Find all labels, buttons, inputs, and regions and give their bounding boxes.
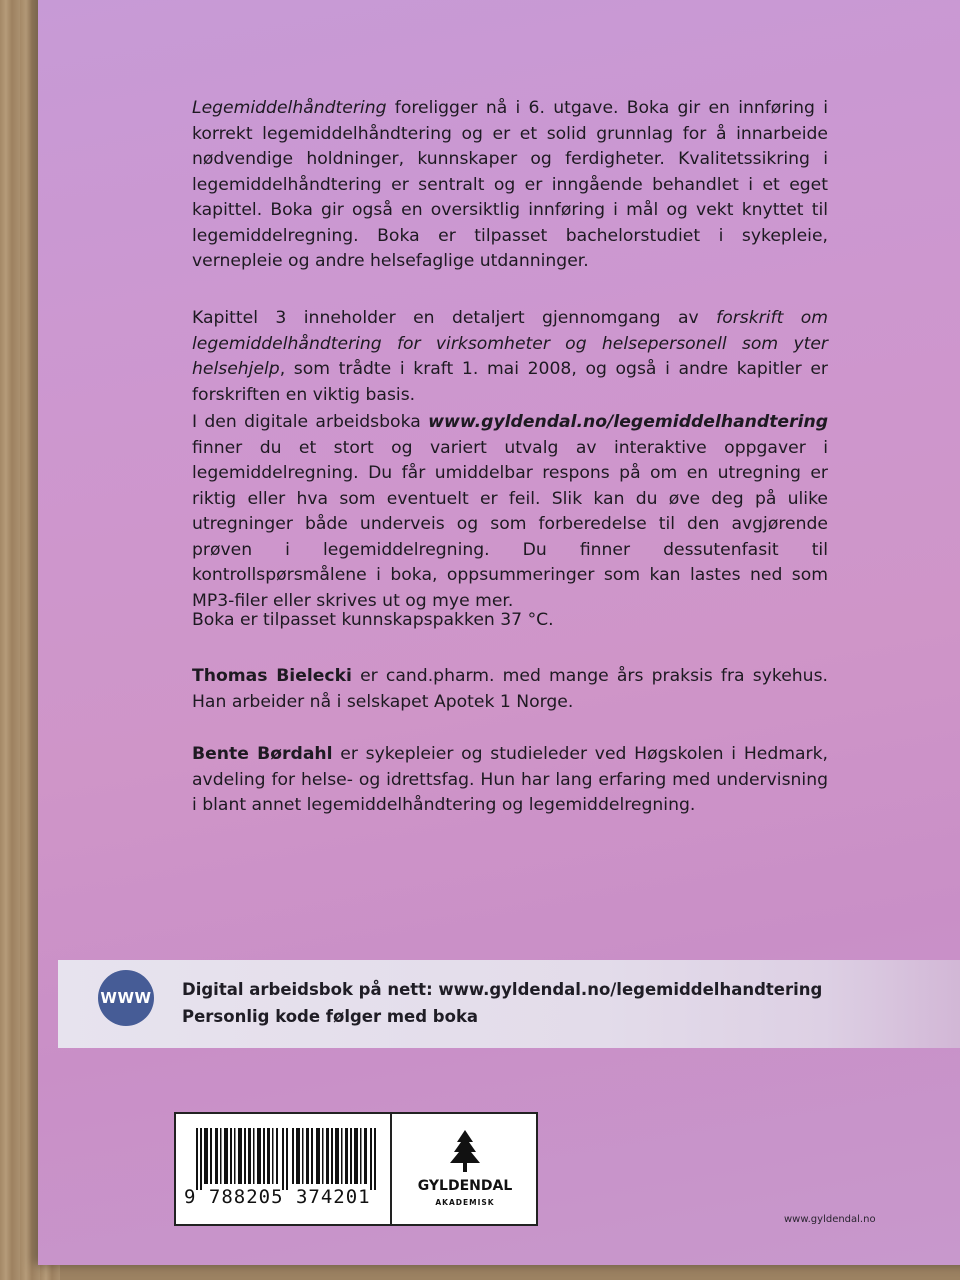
digital-workbook-band <box>58 960 960 1048</box>
isbn-number: 9 788205 374201 <box>184 1186 371 1208</box>
description-paragraph-3 <box>192 410 828 614</box>
personal-code-line: Personlig kode følger med boka <box>182 1007 479 1026</box>
workbook-url: www.gyldendal.no/legemiddelhandtering <box>428 412 828 432</box>
spruce-tree-icon <box>446 1130 484 1176</box>
paragraph-2-text-before: Kapittel 3 inneholder en detaljert gjennomgang av <box>192 308 717 328</box>
description-paragraph-2 <box>192 306 828 408</box>
paragraph-3-text-before: I den digitale arbeidsboka <box>192 412 429 432</box>
barcode-divider <box>390 1114 392 1224</box>
author-bio-2 <box>192 742 828 819</box>
paragraph-3-text-after: finner du et stort og variert utvalg av interaktive oppgaver i legemiddelregning. Du får umiddelbar respons på om en utregning er riktig eller hva som eventuelt er feil. Slik kan du øve deg på ulike utregninger både underveis og som forberedelse til den avgjørende prøven i legemiddelregning. Du finner dessutenfasit til kontrollspørsmålene i boka, oppsummeringer som kan lastes ned som MP3-filer eller skrives ut og mye mer. <box>192 437 828 611</box>
barcode-box <box>174 1112 538 1226</box>
book-title-italic: Legemiddelhåndtering <box>192 98 387 118</box>
digital-workbook-line: Digital arbeidsbok på nett: www.gyldendal.no/legemiddelhandtering <box>182 980 823 999</box>
globe-www-icon: WWW <box>98 970 154 1026</box>
author-name-2: Bente Børdahl <box>192 744 333 764</box>
paragraph-4-text: Boka er tilpasset kunnskapspakken 37 °C. <box>192 610 554 630</box>
publisher-name: GYLDENDAL <box>417 1178 513 1194</box>
barcode-bars <box>196 1128 386 1190</box>
author-bio-1 <box>192 664 828 715</box>
regulation-title-italic: forskrift om legemiddelhåndtering for virksomheter og helsepersonell som yter helsehjelp <box>192 308 828 379</box>
author-bio-2-text: er sykepleier og studieleder ved Høgskolen i Hedmark, avdeling for helse- og idrettsfag. Hun har lang erfaring med undervisning i blant annet legemiddelhåndtering og legemiddelregning. <box>192 744 828 815</box>
author-bio-1-text: er cand.pharm. med mange års praksis fra sykehus. Han arbeider nå i selskapet Apotek 1 Norge. <box>192 666 828 712</box>
description-paragraph-4 <box>192 608 828 634</box>
description-paragraph-1 <box>192 96 828 275</box>
publisher-logo <box>394 1114 536 1224</box>
publisher-imprint: AKADEMISK <box>435 1198 495 1207</box>
publisher-url: www.gyldendal.no <box>784 1214 876 1225</box>
paragraph-1-text: foreligger nå i 6. utgave. Boka gir en innføring i korrekt legemiddelhåndtering og er et solid grunnlag for å innarbeide nødvendige holdninger, kunnskaper og ferdigheter. Kvalitetssikring i legemiddelhåndtering er sentralt og er inngående behandlet i et eget kapittel. Boka gir også en oversiktlig innføring i mål og vekt knyttet til legemiddelregning. Boka er tilpasset bachelorstudiet i sykepleie, vernepleie og andre helsefaglige utdanninger. <box>192 98 828 271</box>
author-name-1: Thomas Bielecki <box>192 666 352 686</box>
paragraph-2-text-after: , som trådte i kraft 1. mai 2008, og også i andre kapitler er forskriften en viktig basis. <box>192 359 828 405</box>
